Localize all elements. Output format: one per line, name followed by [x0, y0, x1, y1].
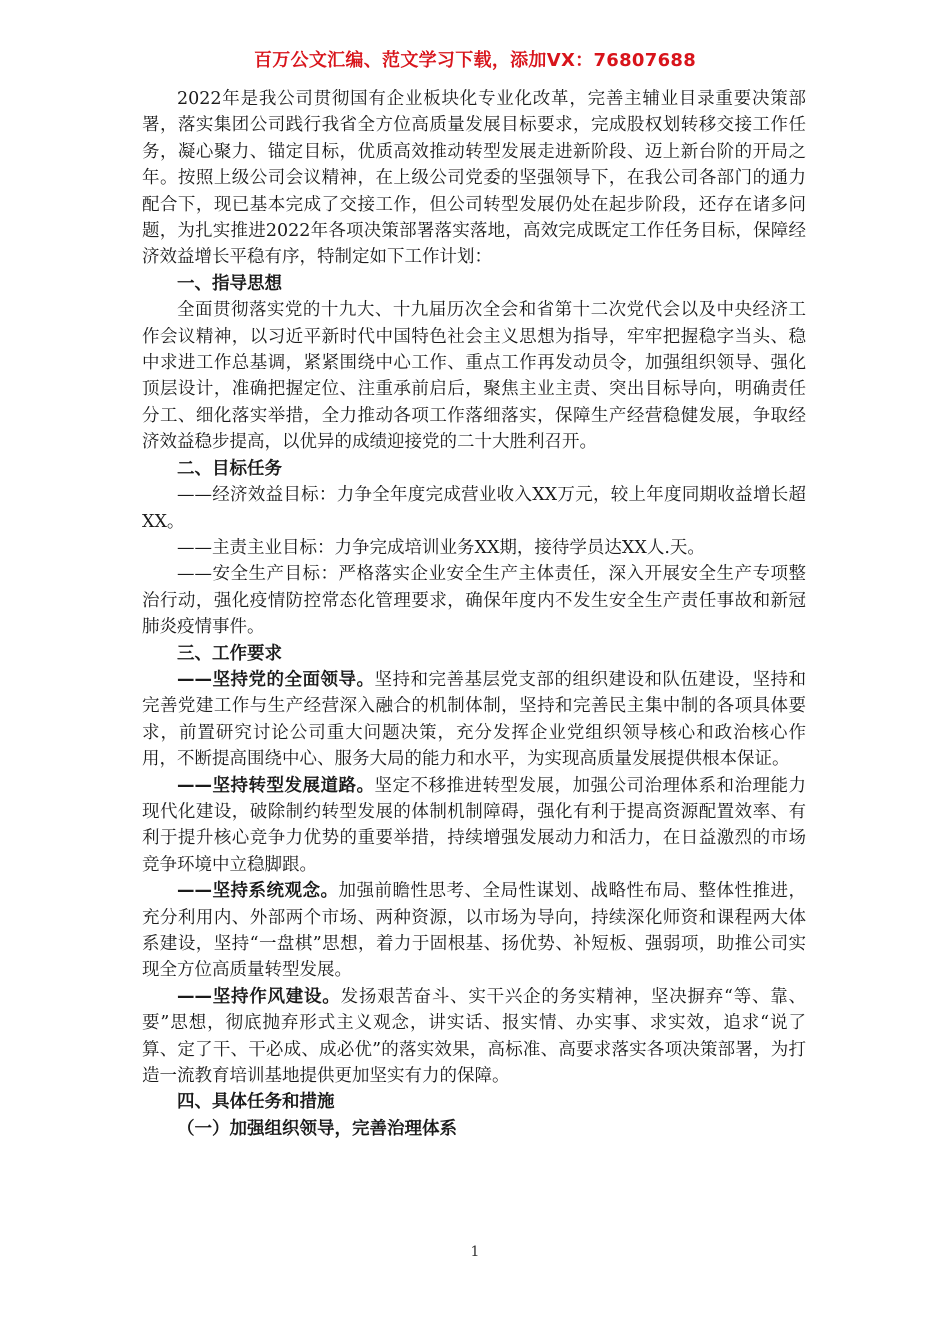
- section-heading-requirements: 三、工作要求: [177, 643, 282, 664]
- requirement-lead: ——坚持作风建设。: [177, 986, 341, 1007]
- requirement-text: 坚定不移推进转型发展，加强公司治理体系和治理能力现代化建设，破除制约转型发展的体制机制障碍，强化有利于提高资源配置效率、有利于提升核心竞争力优势的重要举措，持续增强发展动力和活力，在日益激烈的市场竞争环境中立稳脚跟。: [142, 775, 806, 875]
- intro-paragraph: 2022年是我公司贯彻国有企业板块化专业化改革，完善主辅业目录重要决策部署，落实集团公司践行我省全方位高质量发展目标要求，完成股权划转移交接工作任务，凝心聚力、锚定目标，优质高效推动转型发展走进新阶段、迈上新台阶的开局之年。按照上级公司会议精神，在上级公司党委的坚强领导下，在我公司各部门的通力配合下，现已基本完成了交接工作，但公司转型发展仍处在起步阶段，还存在诸多问题，为扎实推进2022年各项决策部署落实落地，高效完成既定工作任务目标，保障经济效益增长平稳有序，特制定如下工作计划：: [142, 89, 806, 268]
- page-number: 1: [470, 1244, 480, 1260]
- requirement-item-transformation: [142, 773, 806, 879]
- requirement-text: 发扬艰苦奋斗、实干兴企的务实精神，坚决摒弃“等、靠、要”思想，彻底抛弃形式主义观念，讲实话、报实情、办实事、求实效，追求“说了算、定了干、干必成、成必优”的落实效果，高标准、高要求落实各项决策部署，为打造一流教育培训基地提供更加坚实有力的保障。: [142, 986, 806, 1087]
- requirement-item-systematic: [142, 878, 806, 984]
- subsection-heading-organization: （一）加强组织领导，完善治理体系: [177, 1118, 457, 1139]
- requirement-lead: ——坚持系统观念。: [177, 881, 339, 902]
- guiding-ideology-paragraph: 全面贯彻落实党的十九大、十九届历次全会和省第十二次党代会以及中央经济工作会议精神，以习近平新时代中国特色社会主义思想为指导，牢牢把握稳字当头、稳中求进工作总基调，紧紧围绕中心工作、重点工作再发动员令，加强组织领导、强化顶层设计，准确把握定位、注重承前启后，聚焦主业主责、突出目标导向，明确责任分工、细化落实举措，全力推动各项工作落细落实，保障生产经营稳健发展，争取经济效益稳步提高，以优异的成绩迎接党的二十大胜利召开。: [142, 300, 806, 453]
- goal-item-main-business: ——主责主业目标：力争完成培训业务XX期，接待学员达XX人.天。: [177, 537, 705, 558]
- watermark-banner: 百万公文汇编、范文学习下载，添加VX：76807688: [253, 50, 697, 71]
- requirement-text: 坚持和完善基层党支部的组织建设和队伍建设，坚持和完善党建工作与生产经营深入融合的机制体制，坚持和完善民主集中制的各项具体要求，前置研究讨论公司重大问题决策，充分发挥企业党组织领导核心和政治核心作用，不断提高围绕中心、服务大局的能力和水平，为实现高质量发展提供根本保证。: [142, 669, 806, 770]
- requirement-lead: ——坚持转型发展道路。: [177, 775, 375, 796]
- requirement-item-party-leadership: [142, 667, 806, 773]
- section-heading-goals: 二、目标任务: [177, 458, 282, 479]
- section-heading-guiding-ideology: 一、指导思想: [177, 273, 282, 294]
- goal-item-economic: ——经济效益目标：力争全年度完成营业收入XX万元，较上年度同期收益增长超XX。: [142, 485, 806, 532]
- requirement-item-work-style: [142, 984, 806, 1090]
- requirement-lead: ——坚持党的全面领导。: [177, 669, 375, 690]
- goal-item-safety: ——安全生产目标：严格落实企业安全生产主体责任，深入开展安全生产专项整治行动，强化疫情防控常态化管理要求，确保年度内不发生安全生产责任事故和新冠肺炎疫情事件。: [142, 564, 806, 638]
- document-body: [142, 86, 806, 1142]
- section-heading-tasks: 四、具体任务和措施: [177, 1092, 335, 1113]
- requirement-text: 加强前瞻性思考、全局性谋划、战略性布局、整体性推进，充分利用内、外部两个市场、两种资源，以市场为导向，持续深化师资和课程两大体系建设，坚持“一盘棋”思想，着力于固根基、扬优势、补短板、强弱项，助推公司实现全方位高质量转型发展。: [142, 881, 806, 981]
